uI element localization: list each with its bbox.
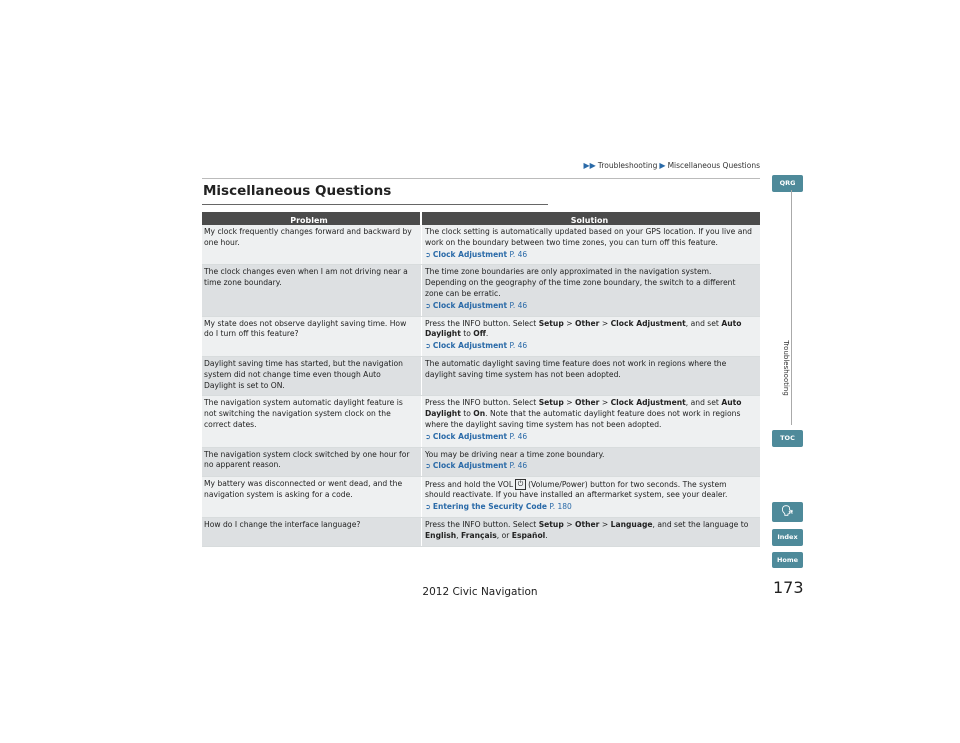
- solution-cell: [422, 265, 760, 315]
- language-espanol: Español: [511, 530, 546, 540]
- separator: ,: [456, 530, 459, 540]
- reference-arrow-icon: ➲: [425, 503, 431, 512]
- menu-path-setup: Setup: [538, 520, 564, 530]
- solution-cell: [422, 317, 760, 356]
- separator: >: [566, 520, 573, 530]
- faq-table: [202, 212, 760, 547]
- tab-toc[interactable]: TOC: [772, 430, 803, 447]
- solution-text: You may be driving near a time zone boundary.: [425, 449, 605, 459]
- breadcrumb-arrow-icon: ▶: [659, 161, 666, 170]
- solution-text: [425, 520, 748, 540]
- table-row: [202, 396, 760, 447]
- tab-qrg[interactable]: QRG: [772, 175, 803, 192]
- footer-caption: 2012 Civic Navigation: [422, 586, 538, 598]
- solution-text: The clock setting is automatically updated based on your GPS location. If you live and work on the boundary between two time zones, you can turn off this feature.: [425, 227, 752, 247]
- table-row: [202, 518, 760, 547]
- page-number: 173: [773, 578, 804, 597]
- text-segment: Press the INFO button. Select: [425, 398, 537, 408]
- reference-title: Clock Adjustment: [432, 431, 508, 441]
- menu-path-clock-adjustment: Clock Adjustment: [610, 318, 686, 328]
- column-header-solution: Solution: [570, 216, 609, 225]
- reference-arrow-icon: ➲: [425, 342, 431, 351]
- reference-page: P. 46: [509, 341, 528, 351]
- text-segment: , and set: [685, 398, 719, 408]
- text-segment: (Volume/Power) button for two seconds. The system should reactivate. If you have installed an aftermarket system, see your dealer.: [425, 479, 728, 500]
- reference-arrow-icon: ➲: [425, 250, 431, 259]
- language-francais: Français: [461, 530, 497, 540]
- solution-text: The automatic daylight saving time feature does not work in regions where the daylight saving time system has not been adopted.: [425, 358, 727, 379]
- problem-cell: My state does not observe daylight saving time. How do I turn off this feature?: [202, 317, 422, 356]
- setting-auto-daylight: Auto Daylight: [425, 318, 742, 339]
- menu-path-clock-adjustment: Clock Adjustment: [610, 398, 686, 408]
- solution-text: [425, 398, 741, 429]
- solution-cell: [422, 518, 760, 546]
- tab-index[interactable]: Index: [772, 529, 803, 546]
- setting-value: Off: [473, 329, 486, 339]
- solution-cell: [422, 225, 760, 264]
- table-row: [202, 477, 760, 518]
- separator: >: [601, 318, 609, 328]
- page-title: Miscellaneous Questions: [203, 183, 392, 199]
- cross-reference-link[interactable]: [425, 301, 754, 312]
- setting-value: On: [473, 409, 486, 419]
- reference-page: P. 46: [509, 300, 528, 310]
- menu-path-other: Other: [575, 520, 600, 530]
- solution-cell: [422, 357, 760, 395]
- problem-cell: My clock frequently changes forward and backward by one hour.: [202, 225, 422, 264]
- problem-cell: The navigation system clock switched by one hour for no apparent reason.: [202, 448, 422, 477]
- voice-command-icon: 🗣: [781, 506, 794, 517]
- table-row: [202, 225, 760, 265]
- separator: >: [601, 520, 609, 530]
- reference-page: P. 180: [549, 502, 572, 512]
- header-divider: [202, 178, 760, 179]
- solution-text: [425, 319, 741, 339]
- side-divider: [791, 190, 792, 425]
- solution-cell: [422, 396, 760, 446]
- reference-arrow-icon: ➲: [425, 462, 431, 471]
- problem-cell: The navigation system automatic daylight feature is not switching the navigation system clock on the correct dates.: [202, 396, 422, 446]
- title-divider: [202, 204, 548, 205]
- separator: >: [566, 318, 573, 328]
- separator: >: [601, 398, 609, 408]
- problem-cell: The clock changes even when I am not driving near a time zone boundary.: [202, 265, 422, 315]
- reference-title: Entering the Security Code: [432, 502, 547, 512]
- reference-page: P. 46: [509, 461, 528, 471]
- reference-page: P. 46: [509, 249, 528, 259]
- reference-page: P. 46: [509, 431, 528, 441]
- reference-title: Clock Adjustment: [432, 300, 508, 310]
- text-segment: Press the INFO button. Select: [425, 318, 537, 328]
- menu-path-setup: Setup: [538, 398, 564, 408]
- reference-arrow-icon: ➲: [425, 301, 431, 310]
- menu-path-other: Other: [575, 318, 600, 328]
- text-segment: .: [545, 530, 548, 540]
- text-segment: , and set: [685, 318, 719, 328]
- breadcrumb-item-troubleshooting[interactable]: Troubleshooting: [597, 161, 658, 170]
- problem-cell: How do I change the interface language?: [202, 518, 422, 546]
- breadcrumb-arrow-icon: ▶▶: [583, 161, 596, 170]
- cross-reference-link[interactable]: [425, 502, 754, 513]
- tab-voice[interactable]: [772, 502, 803, 522]
- reference-title: Clock Adjustment: [432, 461, 508, 471]
- setting-auto-daylight: Auto Daylight: [425, 398, 742, 419]
- table-row: [202, 357, 760, 396]
- reference-title: Clock Adjustment: [432, 341, 508, 351]
- table-header: [202, 212, 760, 225]
- solution-cell: [422, 448, 760, 477]
- separator: >: [566, 398, 573, 408]
- cross-reference-link[interactable]: [425, 432, 754, 443]
- menu-path-other: Other: [575, 398, 600, 408]
- solution-text: [425, 480, 727, 500]
- text-segment: . Note that the automatic daylight feature does not work in regions where the daylight saving time system has not been adopted.: [425, 409, 741, 429]
- breadcrumb: [584, 161, 760, 170]
- text-segment: .: [485, 329, 489, 339]
- power-knob-icon: ⏻: [515, 479, 526, 490]
- breadcrumb-item-current: Miscellaneous Questions: [667, 161, 760, 170]
- text-segment: Press the INFO button. Select: [425, 520, 537, 530]
- problem-cell: Daylight saving time has started, but the navigation system did not change time even though Auto Daylight is set to ON.: [202, 357, 422, 395]
- language-english: English: [425, 530, 457, 540]
- text-segment: , and set the language to: [652, 520, 749, 530]
- text-segment: to: [463, 329, 471, 339]
- text-segment: to: [463, 409, 471, 419]
- problem-cell: My battery was disconnected or went dead, and the navigation system is asking for a code.: [202, 477, 422, 517]
- cross-reference-link[interactable]: [425, 250, 754, 261]
- solution-text: The time zone boundaries are only approximated in the navigation system. Depending on the geography of the time zone boundary, the switch to a different zone can be erratic.: [425, 267, 736, 298]
- table-row: [202, 265, 760, 316]
- text-segment: Press and hold the VOL: [425, 479, 514, 489]
- reference-arrow-icon: ➲: [425, 432, 431, 441]
- menu-path-language: Language: [610, 520, 653, 530]
- tab-home[interactable]: Home: [772, 552, 803, 568]
- solution-cell: [422, 477, 760, 517]
- reference-title: Clock Adjustment: [432, 249, 508, 259]
- cross-reference-link[interactable]: [425, 461, 754, 472]
- table-row: [202, 317, 760, 357]
- cross-reference-link[interactable]: [425, 341, 754, 352]
- text-segment: , or: [496, 530, 510, 540]
- section-label: Troubleshooting: [782, 340, 790, 396]
- menu-path-setup: Setup: [538, 318, 564, 328]
- table-row: [202, 448, 760, 478]
- column-header-problem: Problem: [202, 212, 422, 225]
